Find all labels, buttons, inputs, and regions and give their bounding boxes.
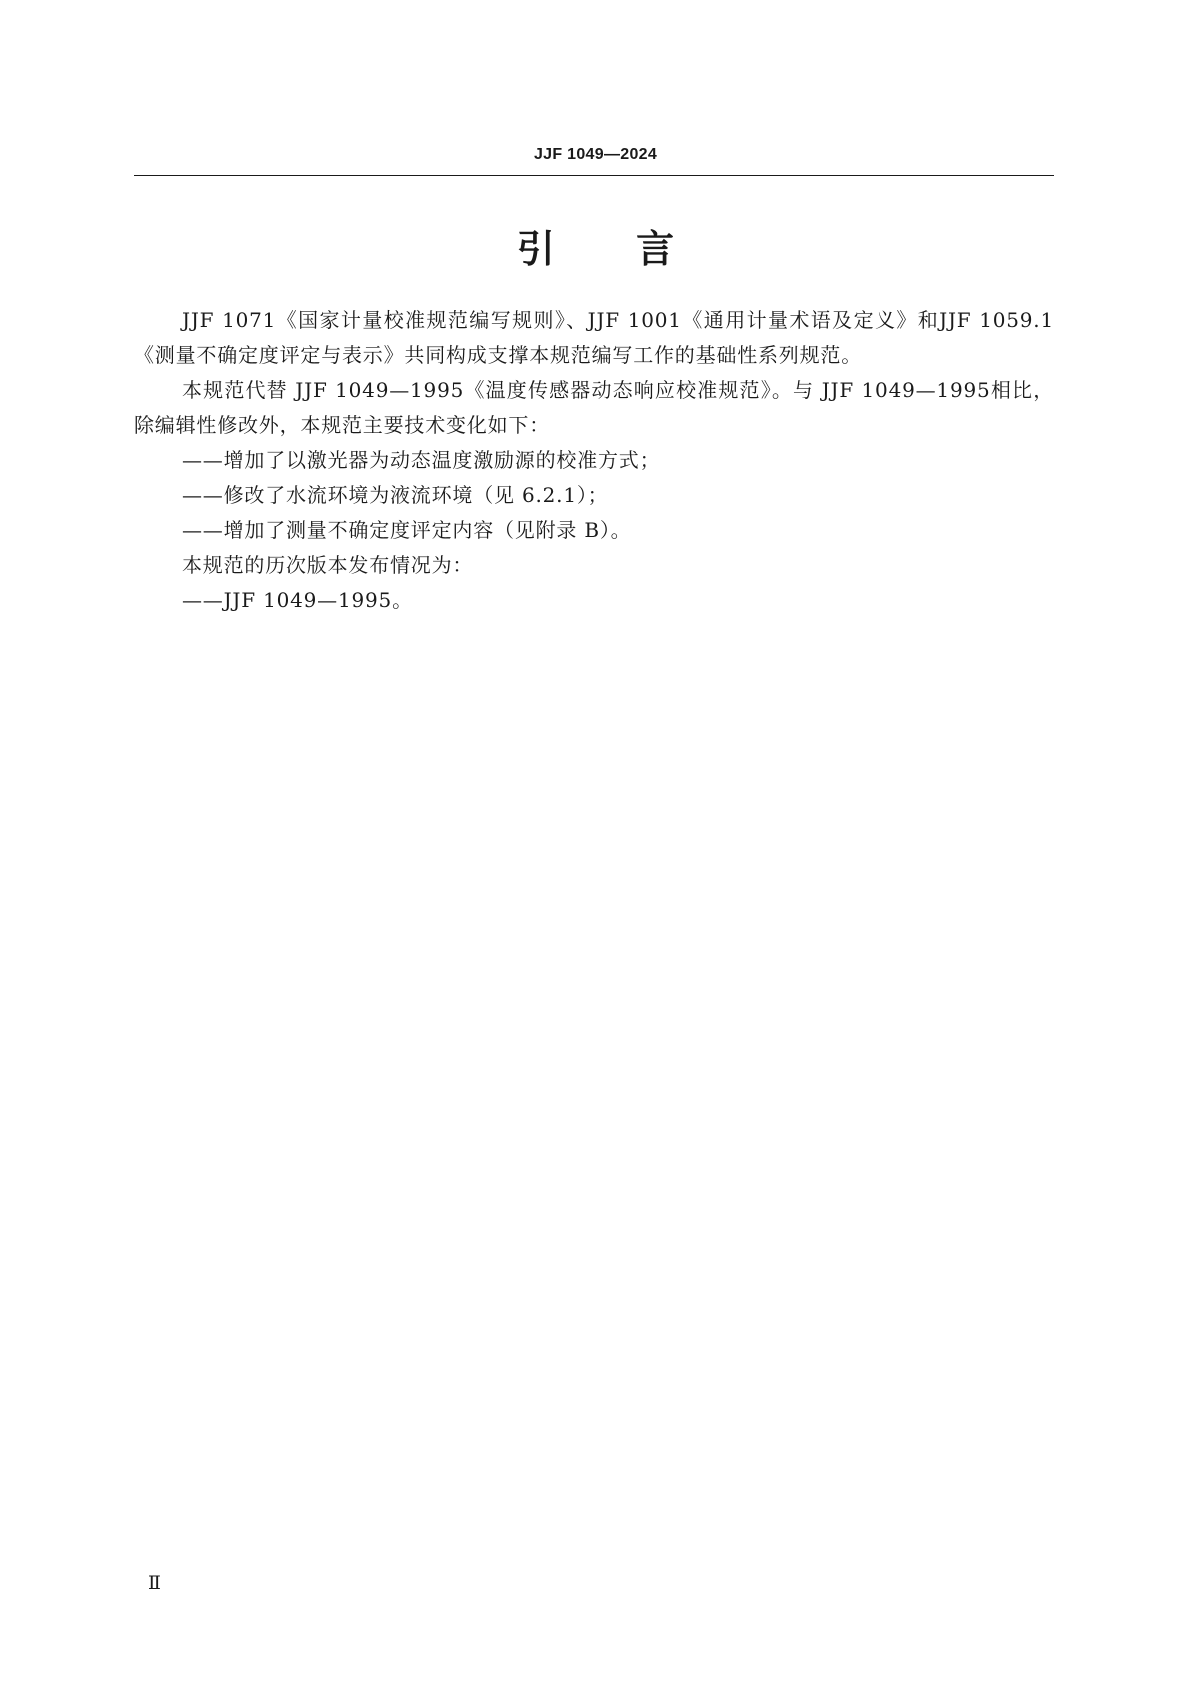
document-body <box>134 303 1054 618</box>
standard-code-header: JJF 1049—2024 <box>533 146 658 163</box>
paragraph-replacement-statement: 本规范代替 JJF 1049—1995《温度传感器动态响应校准规范》。与 JJF 1049—1995相比，除编辑性修改外，本规范主要技术变化如下： <box>134 378 1054 437</box>
paragraph-version-history: 本规范的历次版本发布情况为： <box>182 553 474 577</box>
paragraph-foundation-standards: JJF 1071《国家计量校准规范编写规则》、JJF 1001《通用计量术语及定义》和JJF 1059.1《测量不确定度评定与表示》共同构成支撑本规范编写工作的基础性系列规范。 <box>134 308 1054 367</box>
change-item-liquid-flow: ——修改了水流环境为液流环境（见 6.2.1）； <box>182 483 609 507</box>
change-item-laser-calibration: ——增加了以激光器为动态温度激励源的校准方式； <box>182 448 661 472</box>
version-history-item: ——JJF 1049—1995。 <box>182 588 413 612</box>
section-title: 引 言 <box>516 227 675 271</box>
header-divider <box>134 175 1054 176</box>
page-number: Ⅱ <box>148 1572 161 1594</box>
change-item-uncertainty: ——增加了测量不确定度评定内容（见附录 B）。 <box>182 518 632 542</box>
